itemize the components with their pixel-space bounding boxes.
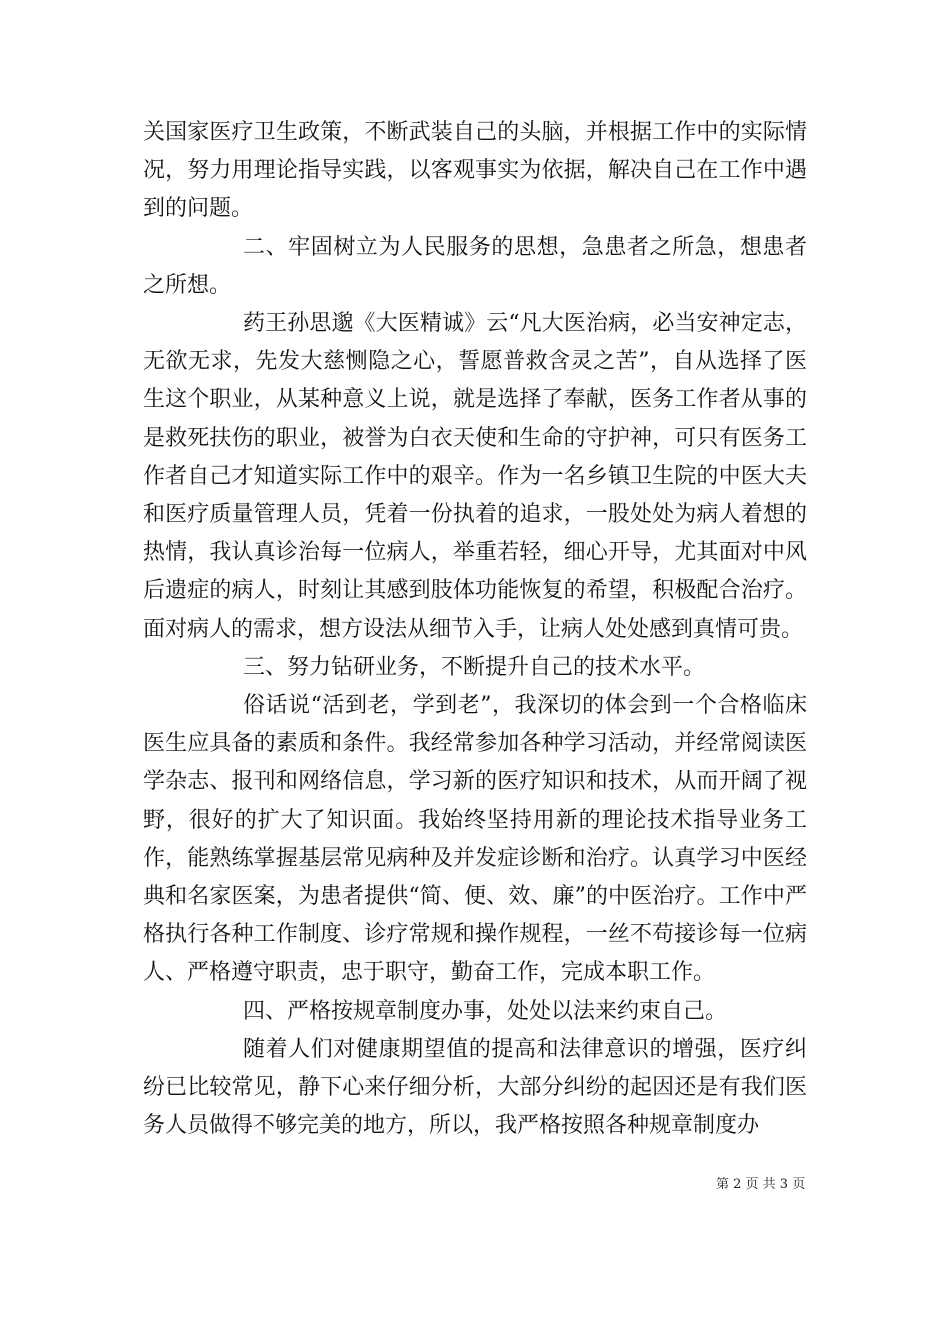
body-text [143,114,807,1145]
section-heading-4: 四、严格按规章制度办事，处处以法来约束自己。 [243,998,728,1024]
paragraph-section-4: 随着人们对健康期望值的提高和法律意识的增强，医疗纠纷已比较常见，静下心来仔细分析，大部分纠纷的起因还是有我们医务人员做得不够完美的地方，所以，我严格按照各种规章制度办 [143,1036,807,1139]
page-number-footer: 第 2 页 共 3 页 [716,1177,806,1192]
paragraph-continuation: 关国家医疗卫生政策，不断武装自己的头脑，并根据工作中的实际情况，努力用理论指导实践，以客观事实为依据，解决自己在工作中遇到的问题。 [143,120,807,222]
paragraph-section-2: 药王孙思邈《大医精诚》云“凡大医治病，必当安神定志，无欲无求，先发大慈恻隐之心，誓愿普救含灵之苦”，自从选择了医生这个职业，从某种意义上说，就是选择了奉献，医务工作者从事的是救死扶伤的职业，被誉为白衣天使和生命的守护神，可只有医务工作者自己才知道实际工作中的艰辛。作为一名乡镇卫生院的中医大夫和医疗质量管理人员，凭着一份执着的追求，一股处处为病人着想的热情，我认真诊治每一位病人，举重若轻，细心开导，尤其面对中风后遗症的病人，时刻让其感到肢体功能恢复的希望，积极配合治疗。面对病人的需求，想方设法从细节入手，让病人处处感到真情可贵。 [143,311,807,642]
paragraph-section-3: 俗话说“活到老，学到老”，我深切的体会到一个合格临床医生应具备的素质和条件。我经常参加各种学习活动，并经常阅读医学杂志、报刊和网络信息，学习新的医疗知识和技术，从而开阔了视野，很好的扩大了知识面。我始终坚持用新的理论技术指导业务工作，能熟练掌握基层常见病种及并发症诊断和治疗。认真学习中医经典和名家医案，为患者提供“简、便、效、廉”的中医治疗。工作中严格执行各种工作制度、诊疗常规和操作规程，一丝不苟接诊每一位病人、严格遵守职责，忠于职守，勤奋工作，完成本职工作。 [143,693,807,986]
section-heading-3: 三、努力钻研业务，不断提升自己的技术水平。 [243,654,706,680]
section-heading-2: 二、牢固树立为人民服务的思想，急患者之所急，想患者之所想。 [143,234,807,298]
